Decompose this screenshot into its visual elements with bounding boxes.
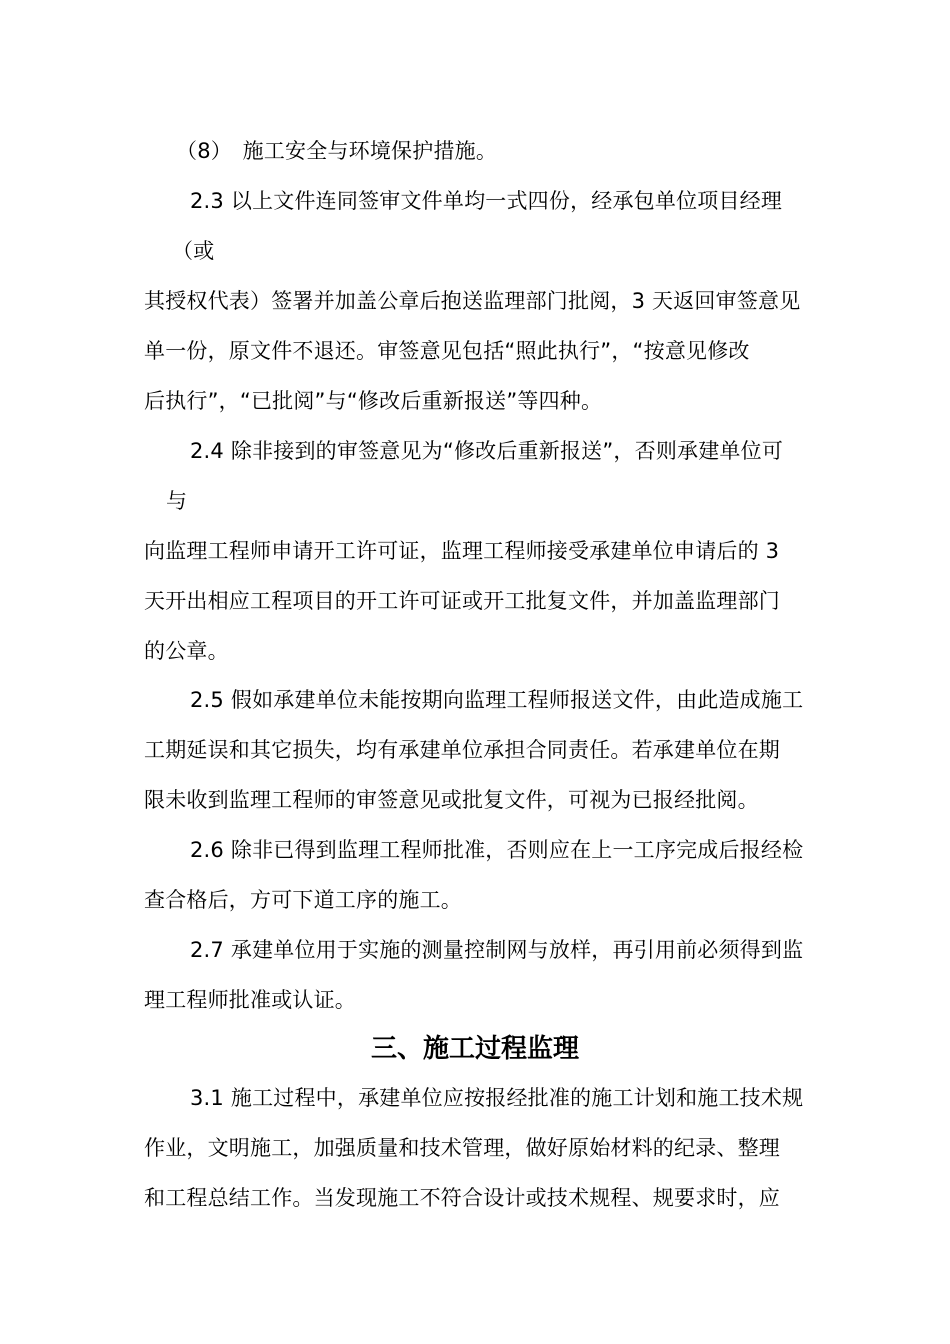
text-line-7: 2.4 除非接到的审签意见为“修改后重新报送”，否则承建单位可 — [190, 439, 784, 463]
text-line-18: 理工程师批准或认证。 — [144, 988, 356, 1012]
text-line-4: 其授权代表）签署并加盖公章后抱送监理部门批阅，3 天返回审签意见 — [144, 289, 801, 313]
text-line-21: 和工程总结工作。当发现施工不符合设计或技术规程、规要求时，应 — [144, 1186, 780, 1210]
text-line-3: （或 — [172, 239, 215, 263]
text-line-16: 查合格后，方可下道工序的施工。 — [144, 888, 462, 912]
text-line-8: 与 — [166, 489, 188, 513]
text-line-13: 工期延误和其它损失，均有承建单位承担合同责任。若承建单位在期 — [144, 738, 780, 762]
text-line-19: 3.1 施工过程中，承建单位应按报经批准的施工计划和施工技术规 — [190, 1086, 804, 1110]
text-line-6: 后执行”，“已批阅”与“修改后重新报送”等四种。 — [144, 389, 603, 413]
text-line-10: 天开出相应工程项目的开工许可证或开工批复文件，并加盖监理部门 — [144, 589, 780, 613]
section-heading: 三、施工过程监理 — [370, 1034, 579, 1064]
text-line-20: 作业，文明施工，加强质量和技术管理，做好原始材料的纪录、整理 — [144, 1136, 780, 1160]
text-line-2: 2.3 以上文件连同签审文件单均一式四份，经承包单位项目经理 — [190, 189, 783, 213]
text-line-1: （8） 施工安全与环境保护措施。 — [176, 139, 498, 163]
text-line-9: 向监理工程师申请开工许可证，监理工程师接受承建单位申请后的 3 — [144, 539, 780, 563]
text-line-17: 2.7 承建单位用于实施的测量控制网与放样，再引用前必须得到监 — [190, 938, 804, 962]
text-line-15: 2.6 除非已得到监理工程师批准，否则应在上一工序完成后报经检 — [190, 838, 804, 862]
text-line-5: 单一份，原文件不退还。审签意见包括“照此执行”，“按意见修改 — [144, 339, 750, 363]
text-line-14: 限未收到监理工程师的审签意见或批复文件，可视为已报经批阅。 — [144, 788, 759, 812]
text-line-12: 2.5 假如承建单位未能按期向监理工程师报送文件，由此造成施工 — [190, 688, 804, 712]
text-line-11: 的公章。 — [144, 639, 229, 663]
